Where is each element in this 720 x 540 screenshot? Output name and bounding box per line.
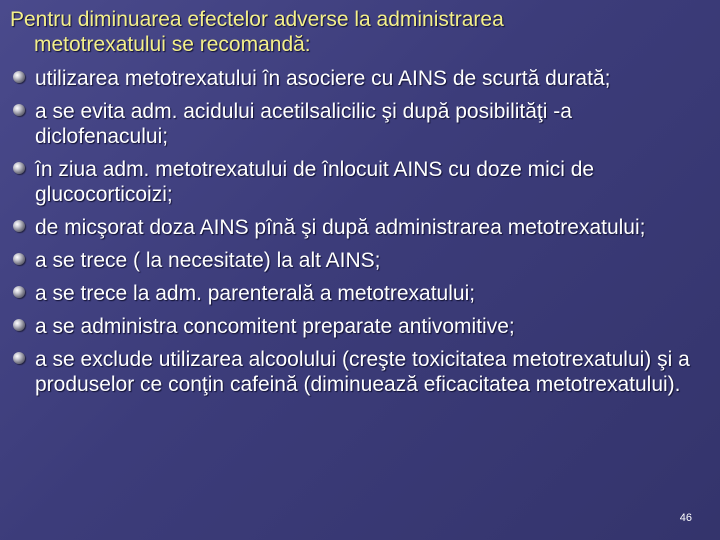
list-item-text: a se trece la adm. parenterală a metotrexatului; — [35, 282, 476, 305]
recommendation-list — [0, 66, 720, 405]
sphere-bullet-icon — [13, 253, 25, 265]
intro-line-2: metotrexatului se recomandă: — [34, 33, 311, 56]
list-item — [0, 314, 720, 339]
sphere-bullet-icon — [13, 352, 25, 364]
list-item-text: a se trece ( la necesitate) la alt AINS; — [35, 249, 381, 272]
list-item — [0, 215, 720, 240]
list-item-text: a se administra concomitent preparate antivomitive; — [35, 315, 515, 338]
sphere-bullet-icon — [13, 319, 25, 331]
intro-heading — [10, 7, 700, 57]
sphere-bullet-icon — [13, 220, 25, 232]
list-item — [0, 248, 720, 273]
list-item-text: utilizarea metotrexatului în asociere cu AINS de scurtă durată; — [35, 67, 611, 90]
sphere-bullet-icon — [13, 286, 25, 298]
list-item-text: de micşorat doza AINS pînă şi după administrarea metotrexatului; — [35, 216, 646, 239]
list-item — [0, 157, 720, 207]
list-item-text: a se evita adm. acidului acetilsalicilic şi după posibilităţi -a diclofenacului; — [35, 100, 572, 148]
list-item-text: a se exclude utilizarea alcoolului (creşte toxicitatea metotrexatului) şi a produselor ce conţin cafeină (diminuează eficacitatea metotrexatului). — [35, 348, 690, 396]
list-item — [0, 66, 720, 91]
intro-line-1: Pentru diminuarea efectelor adverse la administrarea — [10, 8, 504, 31]
sphere-bullet-icon — [13, 104, 25, 116]
sphere-bullet-icon — [13, 71, 25, 83]
list-item — [0, 347, 720, 397]
list-item — [0, 99, 720, 149]
list-item — [0, 281, 720, 306]
sphere-bullet-icon — [13, 162, 25, 174]
page-number: 46 — [679, 512, 692, 524]
list-item-text: în ziua adm. metotrexatului de înlocuit AINS cu doze mici de glucocorticoizi; — [35, 158, 595, 206]
